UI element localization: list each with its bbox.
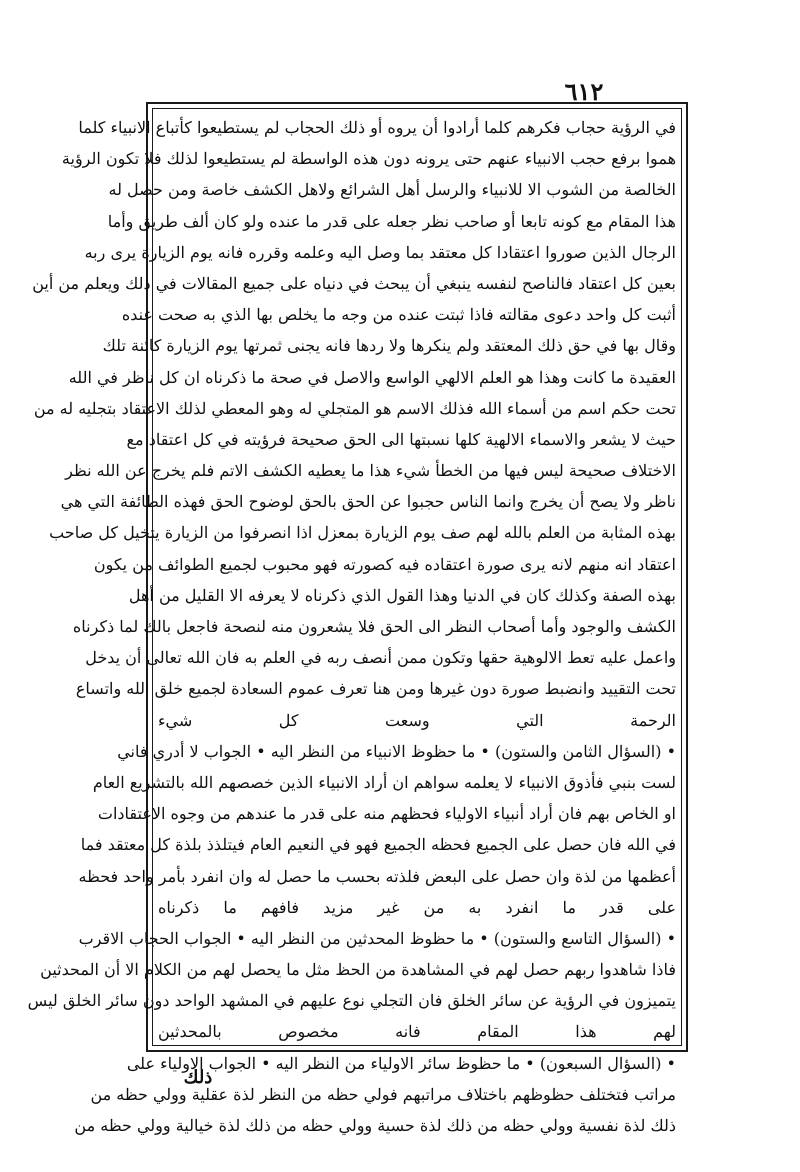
text-line: في الله فان حصل على الجميع فحظه الجميع فهو في النعيم العام فيتلذذ بلذة كل معتقد فما — [80, 835, 676, 855]
text-line: او الخاص بهم فان أراد أنبياء الاولياء فحظهم منه على قدر ما عندهم من وجوه الاعتقادات — [97, 804, 676, 824]
text-line: ذلك لذة نفسية وولي حظه من ذلك لذة حسية وولي حظه من ذلك لذة خيالية وولي حظه من — [74, 1116, 676, 1135]
page-number: ٦١٢ — [564, 77, 604, 106]
text-line: تحت التقييد وانضبط صورة دون غيرها ومن هنا تعرف عموم السعادة لجميع خلق الله واتساع — [75, 679, 676, 699]
text-line: العقيدة ما كانت وهذا هو العلم الالهي الواسع والاصل في صحة ما ذكرناه ان كل ناظر في الله — [68, 367, 676, 387]
text-line: هموا برفع حجب الانبياء عنهم حتى يرونه دون هذه الواسطة لم يستطيعوا لذلك فلا تكون الرؤية — [61, 149, 676, 169]
text-line: وقال بها في حق ذلك المعتقد ولم ينكرها ولا ردها فانه يجنى ثمرتها يوم الزيارة كائنة تلك — [102, 336, 676, 356]
text-line: لست بنبي فأذوق الانبياء لا يعلمه سواهم ان أراد الانبياء الذين خصصهم الله بالتشريع العام — [92, 772, 676, 792]
text-line: مراتب فتختلف حظوظهم باختلاف مراتبهم فولي حظه من النظر لذة عقلية وولي حظه من — [90, 1084, 676, 1104]
text-line: الخالصة من الشوب الا للانبياء والرسل أهل الشرائع ولاهل الكشف خاصة ومن حصل له — [108, 180, 676, 200]
text-line: في الرؤية حجاب فكرهم كلما أرادوا أن يروه أو ذلك الحجاب لم يستطيعوا كأتباع الانبياء كلما — [78, 118, 676, 137]
text-line: أعظمها من لذة وان حصل على البعض فلذته بحسب ما حصل له وان انفرد بأمر واحد فحظه — [78, 866, 676, 886]
catchword: ذلك — [183, 1067, 213, 1088]
text-line: واعمل عليه تعط الالوهية حقها وتكون ممن أنصف ربه في العلم به فان الله تعالى أن يدخل — [85, 648, 676, 668]
main-text-block — [27, 112, 676, 1135]
text-line: حيث لا يشعر والاسماء الالهية كلها نسبتها الى الحق صحيحة فرؤيته في كل اعتقاد مع — [126, 429, 676, 449]
text-line: اعتقاد انه منهم لانه يرى صورة اعتقاده فيه كصورته فهو محبوب لجميع الطوائف من يكون — [93, 554, 676, 574]
text-line: بعين كل اعتقاد فالناصح لنفسه ينبغي أن يبحث في دنياه على جميع المقالات في ذلك ويعلم من أين — [32, 273, 676, 293]
text-line: هذا المقام مع كونه تابعا أو صاحب نظر جعله على قدر ما عنده ولو كان ألف طريق وأما — [107, 211, 676, 231]
text-line: الكشف والوجود وأما أصحاب النظر الى الحق فلا يشعرون منه لنصحة فاجعل بالك لما ذكرناه — [72, 617, 676, 636]
text-line: بهذه المثابة من العلم بالله لهم صف يوم الزيارة بمعزل اذا انصرفوا من الزيارة يتخيل كل صاحب — [49, 523, 676, 543]
text-line: ناظر ولا يصح أن يخرج وانما الناس حجبوا عن الحق بالحق لوضوح الحق فهذه الطائفة التي هي — [60, 492, 676, 512]
text-line: تحت حكم اسم من أسماء الله فذلك الاسم هو المتجلي له وهو المعطي لذلك الاعتقاد بتجليه له من — [33, 398, 676, 418]
text-line: أثبت كل واحد دعوى مقالته فاذا ثبتت عنده من وجه ما يخلص بها الذي به صحت عنده — [121, 305, 676, 325]
question-heading-line: • (السؤال التاسع والستون) • ما حظوظ المحدثين من النظر اليه • الجواب الحجاب الاقرب — [78, 928, 676, 948]
text-line: الرجال الذين صوروا اعتقادا كل معتقد بما وصل اليه وعلمه وقرره فانه يوم الزيارة يرى ربه — [84, 242, 676, 262]
text-line: الرحمة التي وسعت كل شيء — [158, 710, 676, 730]
text-line: على قدر ما انفرد به من غير مزيد فافهم ما ذكرناه — [158, 897, 676, 917]
text-line: فاذا شاهدوا ربهم حصل لهم في المشاهدة من الحظ مثل ما يحصل لهم من الكلام الا أن المحدثين — [40, 960, 676, 980]
question-heading-line: • (السؤال الثامن والستون) • ما حظوظ الانبياء من النظر اليه • الجواب لا أدري فاني — [117, 741, 676, 761]
text-line: بهذه الصفة وكذلك كان في الدنيا وهذا القول الذي ذكرناه لا يعرفه الا القليل من أهل — [128, 585, 676, 605]
text-line: يتميزون في الرؤية عن سائر الخلق فان التجلي نوع عليهم في المشهد الواحد دون سائر الخلق ليس — [27, 991, 676, 1011]
question-heading-line: • (السؤال السبعون) • ما حظوظ سائر الاولياء من النظر اليه • الجواب الاولياء على — [126, 1053, 676, 1073]
text-line: الاختلاف صحيحة ليس فيها من الخطأ شيء هذا ما يعطيه الكشف الاتم فلم يخرج عن الله نظر — [65, 461, 676, 481]
text-line: لهم هذا المقام فانه مخصوص بالمحدثين — [158, 1022, 676, 1042]
